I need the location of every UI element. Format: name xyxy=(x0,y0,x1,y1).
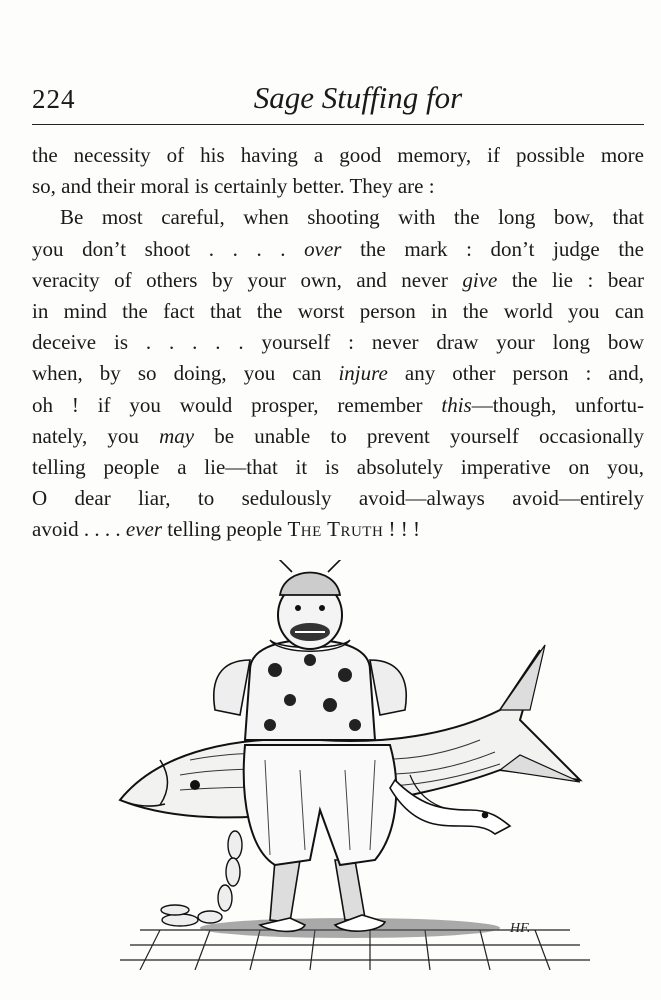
text-run: the mark : don’t judge the xyxy=(341,236,644,261)
text-line-12: O dear liar, to sedulously avoid—always avoid—entirely xyxy=(32,486,644,511)
text-run: nately, you xyxy=(32,423,160,448)
running-title: Sage Stuffing for xyxy=(253,80,463,115)
text-run: be unable to prevent yourself occasionally xyxy=(194,423,645,448)
sausage-string xyxy=(161,831,242,926)
body-text xyxy=(32,140,644,546)
header-rule xyxy=(32,124,644,125)
text-run: the lie : bear xyxy=(497,267,644,292)
text-line-9 xyxy=(32,390,644,421)
text-line-5 xyxy=(32,265,644,296)
engraving-svg xyxy=(100,560,600,970)
text-line-7: deceive is . . . . . yourself : never draw your long bow xyxy=(32,330,644,355)
running-head xyxy=(32,78,644,120)
emphasis: injure xyxy=(338,361,388,386)
small-caps-truth: The Truth xyxy=(287,517,384,542)
emphasis: over xyxy=(304,236,342,261)
text-line-11: telling people a lie—that it is absolutely imperative on you, xyxy=(32,455,644,480)
emphasis: give xyxy=(462,267,498,292)
text-line-10 xyxy=(32,421,644,452)
text-line-4 xyxy=(32,234,644,265)
text-run: avoid . . . . xyxy=(32,517,126,542)
text-run: you don’t shoot . . . . xyxy=(32,236,305,261)
text-line-8 xyxy=(32,358,644,389)
artist-signature: HF. xyxy=(510,921,531,936)
text-line-3: Be most careful, when shooting with the long bow, that xyxy=(60,205,644,230)
fish-eye xyxy=(190,780,200,790)
text-line-1: the necessity of his having a good memory, if possible more xyxy=(32,143,644,167)
emphasis: ever xyxy=(125,517,163,542)
text-line-2: so, and their moral is certainly better. They are : xyxy=(32,174,435,199)
text-run: oh ! if you would prosper, remember xyxy=(32,392,442,417)
page-number: 224 xyxy=(32,84,76,114)
text-run: —though, unfortu- xyxy=(471,392,644,417)
text-line-6: in mind the fact that the worst person in the world you can xyxy=(32,299,644,324)
emphasis: may xyxy=(159,423,195,448)
text-run: when, by so doing, you can xyxy=(32,361,339,386)
text-run: telling people xyxy=(162,517,288,542)
emphasis: this xyxy=(441,392,472,417)
text-line-13 xyxy=(32,514,644,545)
text-run: veracity of others by your own, and never xyxy=(32,267,463,292)
text-run: ! ! ! xyxy=(383,517,421,542)
jester-with-fish-illustration xyxy=(100,560,600,970)
jester-cap xyxy=(280,573,340,596)
text-run: any other person : and, xyxy=(387,361,644,386)
